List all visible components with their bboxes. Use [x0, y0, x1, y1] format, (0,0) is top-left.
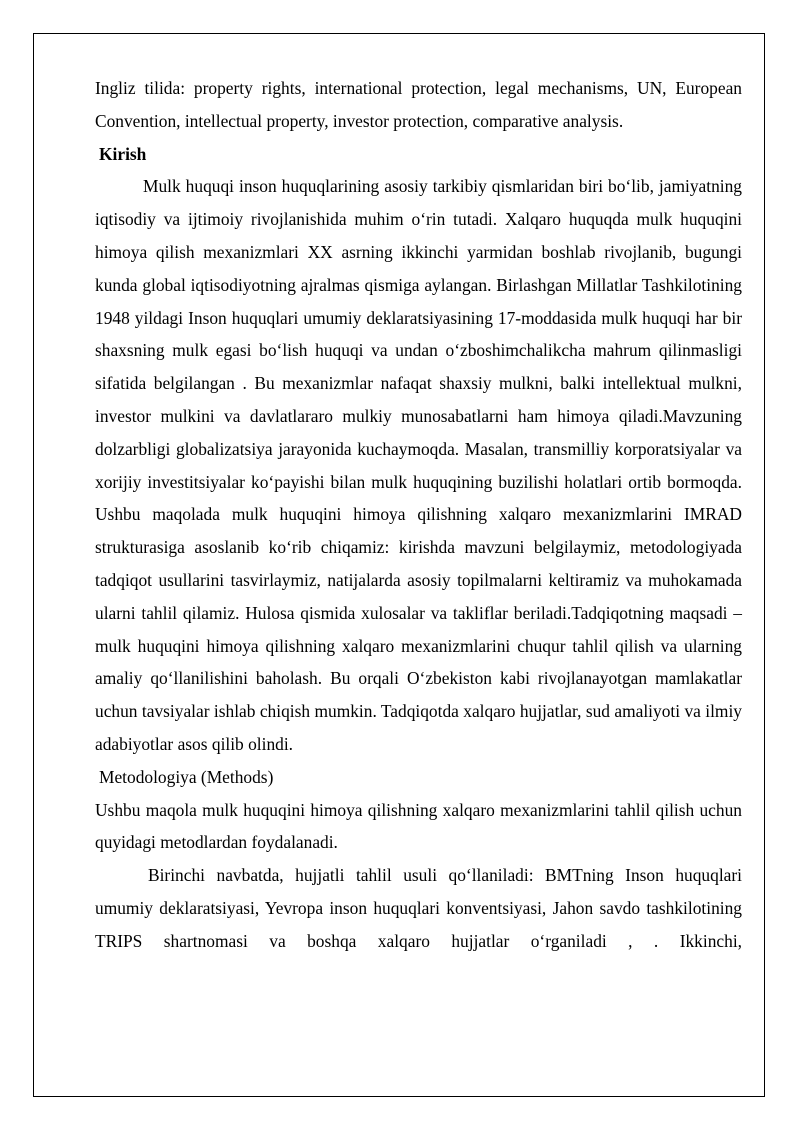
methods-paragraph-2: Birinchi navbatda, hujjatli tahlil usuli qo‘llaniladi: BMTning Inson huquqlari umumiy deklaratsiyasi, Yevropa inson huquqlari konventsiyasi, Jahon savdo tashkilotining TRIPS shartnomasi va boshqa xalqaro hujjatlar o‘rganiladi , . Ikkinchi, — [95, 865, 742, 951]
keywords-paragraph: Ingliz tilida: property rights, international protection, legal mechanisms, UN, European Convention, intellectual property, investor protection, comparative analysis. — [95, 78, 742, 131]
intro-paragraph: Mulk huquqi inson huquqlarining asosiy tarkibiy qismlaridan biri bo‘lib, jamiyatning iqtisodiy va ijtimoiy rivojlanishida muhim o‘rin tutadi. Xalqaro huquqda mulk huquqini himoya qilish mexanizmlari XX asrning ikkinchi yarmidan boshlab rivojlanib, bugungi kunda global iqtisodiyotning ajralmas qismiga aylangan. Birlashgan Millatlar Tashkilotining 1948 yildagi Inson huquqlari umumiy deklaratsiyasining 17-moddasida mulk huquqi har bir shaxsning mulk egasi bo‘lish huquqi va undan o‘zboshimchalikcha mahrum qilinmasligi sifatida belgilangan . Bu mexanizmlar nafaqat shaxsiy mulkni, balki intellektual mulkni, investor mulkini va davlatlararo mulkiy munosabatlarni ham himoya qiladi.Mavzuning dolzarbligi globalizatsiya jarayonida kuchaymoqda. Masalan, transmilliy korporatsiyalar va xorijiy investitsiyalar ko‘payishi bilan mulk huquqining buzilishi holatlari ortib bormoqda. Ushbu maqolada mulk huquqini himoya qilishning xalqaro mexanizmlarini IMRAD strukturasiga asoslanib ko‘rib chiqamiz: kirishda mavzuni belgilaymiz, metodologiyada tadqiqot usullarini tasvirlaymiz, natijalarda asosiy topilmalarni keltiramiz va muhokamada ularni tahlil qilamiz. Hulosa qismida xulosalar va takliflar beriladi.Tadqiqotning maqsadi – mulk huquqini himoya qilishning xalqaro mexanizmlarini chuqur tahlil qilish va ularning amaliy qo‘llanilishini baholash. Bu orqali O‘zbekiston kabi rivojlanayotgan mamlakatlar uchun tavsiyalar ishlab chiqish mumkin. Tadqiqotda xalqaro hujjatlar, sud amaliyoti va ilmiy adabiyotlar asos qilib olindi. — [95, 176, 742, 754]
methods-paragraph-1: Ushbu maqola mulk huquqini himoya qilishning xalqaro mexanizmlarini tahlil qilish uchun quyidagi metodlardan foydalanadi. — [95, 799, 742, 853]
section-title-intro: Kirish — [99, 143, 147, 164]
section-title-methods: Metodologiya (Methods) — [99, 766, 274, 787]
document-body — [95, 72, 742, 958]
